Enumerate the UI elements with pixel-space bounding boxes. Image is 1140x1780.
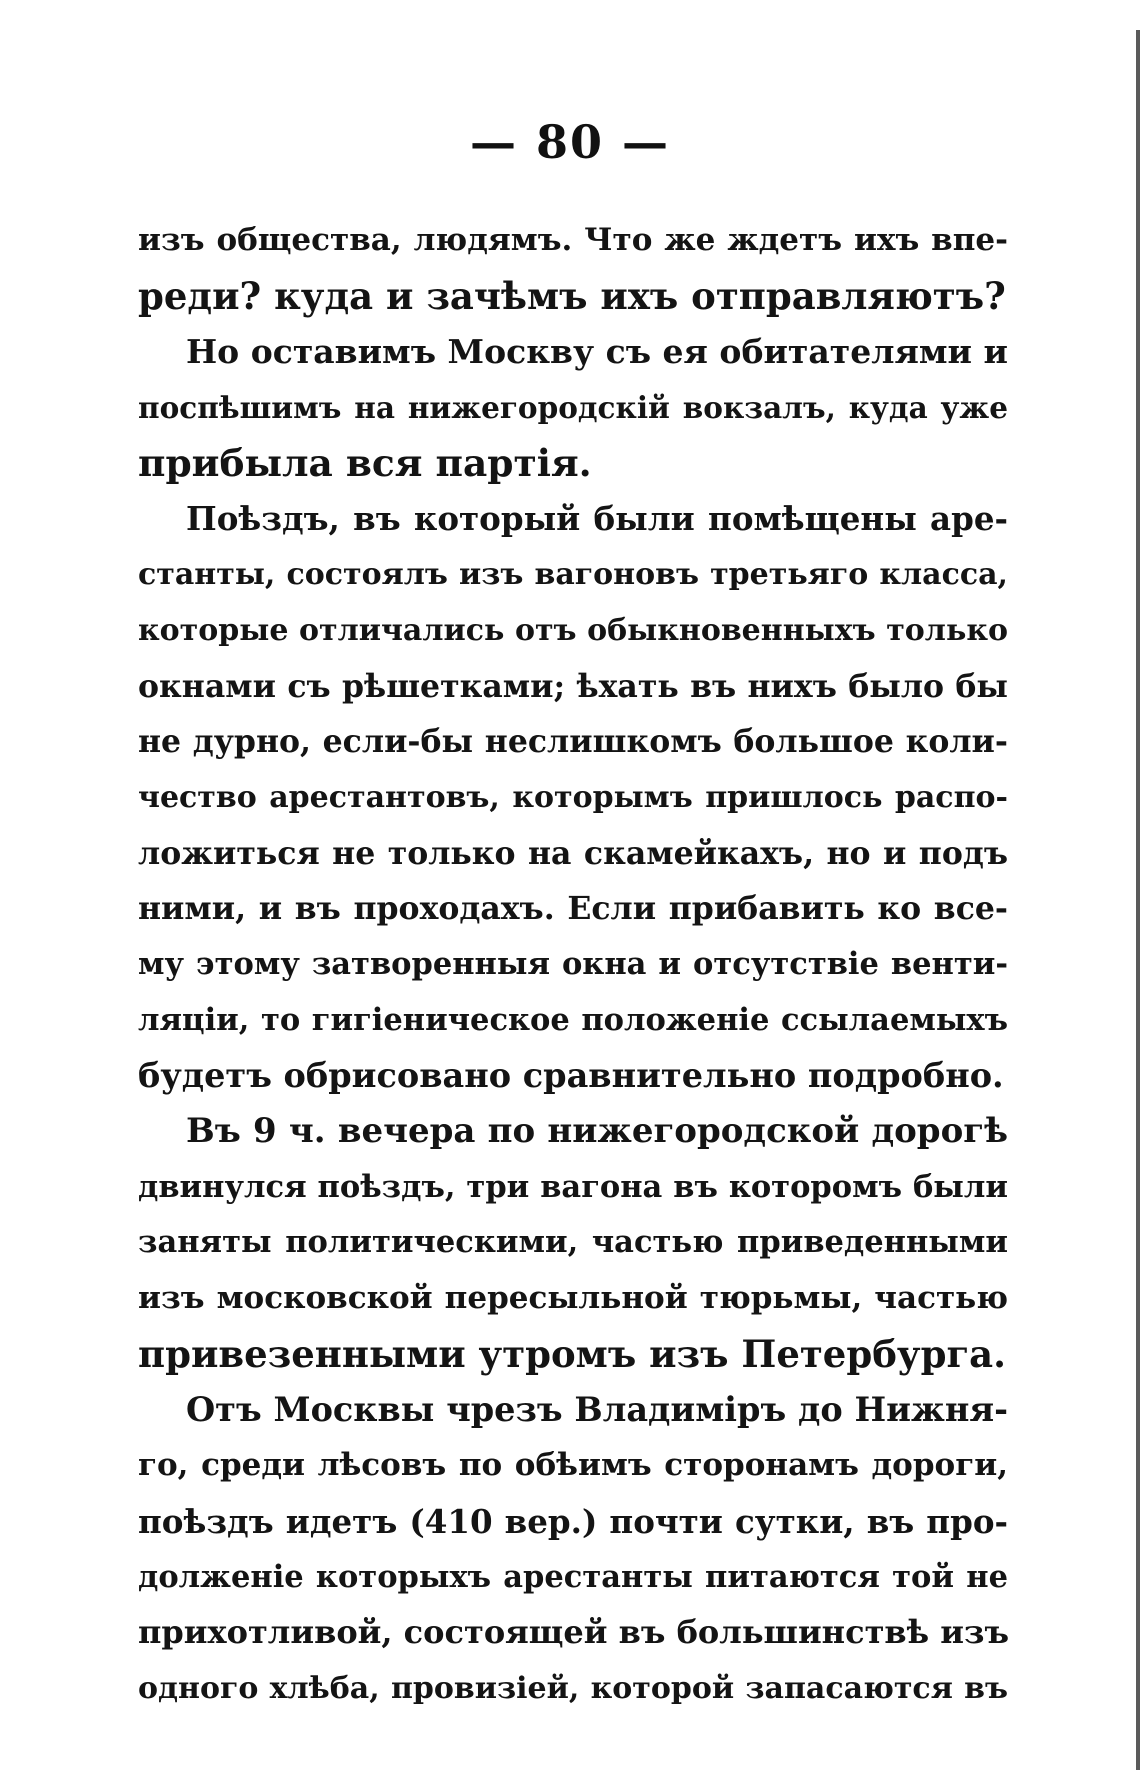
text-line: чество арестантовъ, которымъ пришлось распо- bbox=[138, 779, 1008, 815]
text-line: одного хлѣба, провизіей, которой запасаются въ bbox=[138, 1670, 1008, 1706]
text-line: прибыла вся партія. bbox=[138, 440, 592, 485]
text-line: Поѣздъ, въ который были помѣщены аре- bbox=[186, 499, 1008, 539]
text-line: изъ общества, людямъ. Что же ждетъ ихъ впе- bbox=[138, 222, 1008, 258]
text-line: окнами съ рѣшетками; ѣхать въ нихъ было бы bbox=[138, 667, 1008, 705]
text-line: двинулся поѣздъ, три вагона въ которомъ были bbox=[138, 1168, 1008, 1205]
text-line: ними, и въ проходахъ. Если прибавить ко все- bbox=[138, 890, 1008, 928]
text-line: го, среди лѣсовъ по обѣимъ сторонамъ дороги, bbox=[138, 1447, 1008, 1484]
text-line: му этому затворенныя окна и отсутствіе венти- bbox=[138, 945, 1008, 982]
text-line: прихотливой, состоящей въ большинствѣ изъ bbox=[138, 1613, 1009, 1652]
text-line: долженіе которыхъ арестанты питаются той не bbox=[138, 1558, 1008, 1595]
text-line: не дурно, если-бы неслишкомъ большое коли- bbox=[138, 723, 1008, 761]
text-line: которые отличались отъ обыкновенныхъ только bbox=[138, 612, 1008, 648]
text-line: изъ московской пересыльной тюрьмы, частью bbox=[138, 1280, 1008, 1317]
text-line: привезенными утромъ изъ Петербурга. bbox=[138, 1331, 1006, 1376]
page-number: — 80 — bbox=[469, 115, 671, 169]
text-line: ложиться не только на скамейкахъ, но и подъ bbox=[138, 834, 1008, 872]
text-line: заняты политическими, частью приведенными bbox=[138, 1224, 1008, 1261]
text-line: Отъ Москвы чрезъ Владиміръ до Нижня- bbox=[186, 1390, 1008, 1430]
text-line: реди? куда и зачѣмъ ихъ отправляютъ? bbox=[138, 273, 1006, 318]
text-line: Въ 9 ч. вечера по нижегородской дорогѣ bbox=[186, 1111, 1008, 1151]
text-line: поспѣшимъ на нижегородскій вокзалъ, куда уже bbox=[138, 390, 1008, 426]
body-text bbox=[138, 213, 1008, 1717]
text-line: поѣздъ идетъ (410 вер.) почти сутки, въ про- bbox=[138, 1501, 1008, 1541]
text-line: ляціи, то гигіеническое положеніе ссылаемыхъ bbox=[138, 1001, 1008, 1038]
page-edge-line bbox=[1136, 30, 1140, 1770]
text-line: будетъ обрисовано сравнительно подробно. bbox=[138, 1056, 1004, 1096]
text-line: Но оставимъ Москву съ ея обитателями и bbox=[186, 332, 1008, 372]
text-line: станты, состоялъ изъ вагоновъ третьяго класса, bbox=[138, 557, 1008, 593]
